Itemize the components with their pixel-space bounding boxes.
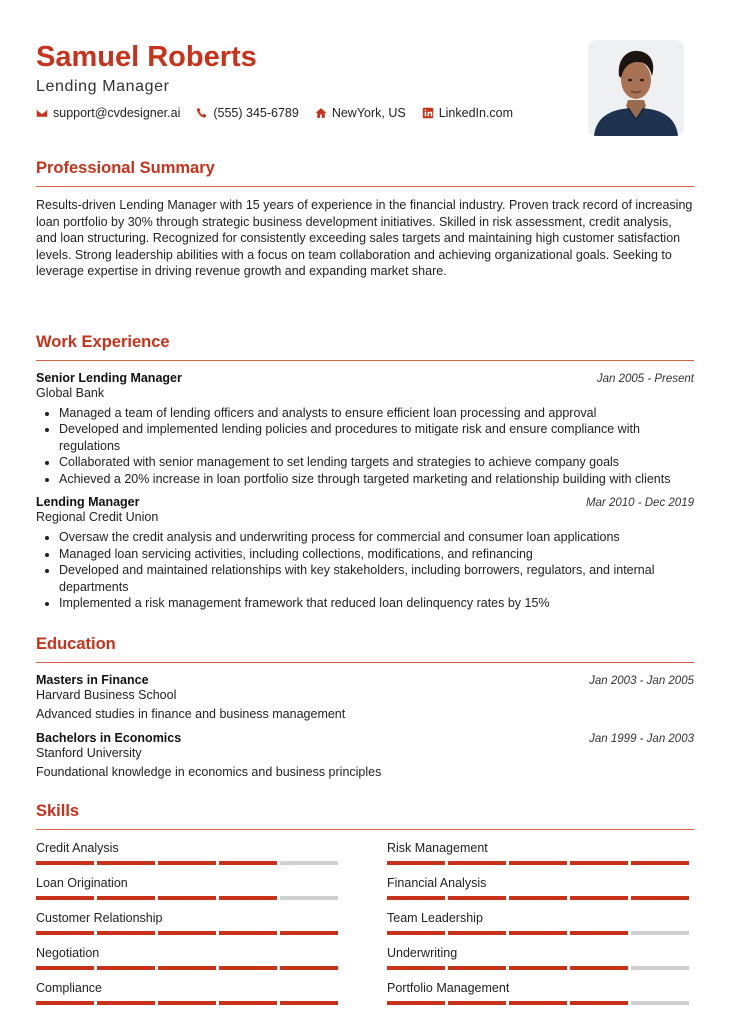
skill-segment-filled <box>387 1001 445 1005</box>
skill-segment-filled <box>36 966 94 970</box>
section-divider <box>36 662 694 663</box>
job-company: Regional Credit Union <box>36 510 159 524</box>
school-name: Stanford University <box>36 745 142 760</box>
skill-name: Financial Analysis <box>387 875 487 890</box>
skill-segment-filled <box>97 896 155 900</box>
skill-level-bar <box>36 896 341 900</box>
skill-segment-filled <box>219 931 277 935</box>
skill-segment-filled <box>387 931 445 935</box>
skill-segment-filled <box>387 896 445 900</box>
skill-segment-filled <box>570 896 628 900</box>
job-title: Senior Lending Manager <box>36 370 182 385</box>
resume-header <box>36 40 694 158</box>
skill-segment-filled <box>280 1001 338 1005</box>
skill-item <box>36 840 341 875</box>
job-entry <box>36 371 694 488</box>
skill-segment-empty <box>631 966 689 970</box>
skill-segment-filled <box>631 896 689 900</box>
skill-level-bar <box>36 861 341 865</box>
job-dates: Mar 2010 - Dec 2019 <box>585 497 694 509</box>
skill-name: Negotiation <box>36 945 100 960</box>
skill-item <box>387 945 692 980</box>
skill-segment-filled <box>509 896 567 900</box>
skill-segment-filled <box>509 931 567 935</box>
skill-level-bar <box>36 931 341 935</box>
profile-photo-image <box>588 40 684 136</box>
skill-segment-filled <box>448 931 506 935</box>
education-description: Advanced studies in finance and business management <box>36 706 346 721</box>
degree-title: Masters in Finance <box>36 672 149 687</box>
skill-name: Loan Origination <box>36 875 128 890</box>
job-bullet: • Implemented a risk management framework that reduced loan delinquency rates by 15% <box>59 595 694 612</box>
section-divider <box>36 829 694 830</box>
job-bullet: • Collaborated with senior management to set lending targets and strategies to achieve company goals <box>59 454 694 471</box>
skill-segment-filled <box>36 896 94 900</box>
education-entry <box>36 673 694 721</box>
job-bullet: • Managed a team of lending officers and analysts to ensure efficient loan processing and approval <box>59 405 694 422</box>
education-header <box>36 731 694 745</box>
job-list <box>36 371 694 612</box>
skill-segment-filled <box>509 966 567 970</box>
skill-item <box>387 840 692 875</box>
skill-level-bar <box>36 1001 341 1005</box>
job-header <box>36 495 694 509</box>
job-bullet: • Developed and implemented lending policies and procedures to mitigate risk and ensure compliance with regulations <box>59 421 694 454</box>
skill-segment-filled <box>158 896 216 900</box>
skill-segment-filled <box>97 1001 155 1005</box>
skill-segment-filled <box>509 1001 567 1005</box>
summary-text: Results-driven Lending Manager with 15 years of experience in the financial industry. Proven track record of increasing loan portfolio by 30% through strategic business development initiatives. Skilled in risk assessment, credit analysis, and loan structuring. Recognized for consistently exceeding sales targets and maintaining high customer satisfaction levels. Strong leadership abilities with a focus on team collaboration and achieving organizational goals. Seeking to leverage expertise in driving revenue growth and expanding market share. <box>36 198 693 278</box>
education-heading: Education <box>36 634 116 653</box>
phone-text: (555) 345-6789 <box>213 106 299 120</box>
skill-segment-filled <box>570 1001 628 1005</box>
job-dates: Jan 2005 - Present <box>596 372 694 385</box>
education-dates: Jan 2003 - Jan 2005 <box>589 674 694 687</box>
degree-title: Bachelors in Economics <box>36 730 182 745</box>
job-bullet: • Achieved a 20% increase in loan portfolio size through targeted marketing and relationship building with clients <box>59 471 694 488</box>
skill-segment-filled <box>570 966 628 970</box>
job-title: Lending Manager <box>36 495 140 509</box>
skill-segment-empty <box>280 896 338 900</box>
skill-segment-filled <box>570 931 628 935</box>
education-description: Foundational knowledge in economics and business principles <box>36 764 382 779</box>
skill-level-bar <box>36 966 341 970</box>
skill-segment-filled <box>219 966 277 970</box>
candidate-name: Samuel Roberts <box>36 41 257 73</box>
skill-segment-filled <box>387 861 445 865</box>
skill-segment-empty <box>280 861 338 865</box>
skill-segment-filled <box>570 861 628 865</box>
job-company: Global Bank <box>36 385 105 400</box>
email-text: support@cvdesigner.ai <box>53 106 181 120</box>
skill-segment-empty <box>631 931 689 935</box>
education-entry <box>36 731 694 779</box>
resume-page <box>36 40 694 1015</box>
contact-email[interactable] <box>36 106 180 120</box>
summary-section <box>36 158 694 280</box>
contact-linkedin[interactable] <box>422 106 513 120</box>
linkedin-text: LinkedIn.com <box>438 106 514 120</box>
envelope-icon <box>36 107 48 119</box>
summary-heading: Professional Summary <box>36 159 215 177</box>
skill-level-bar <box>387 896 692 900</box>
skill-item <box>387 980 692 1015</box>
skill-name: Customer Relationship <box>36 910 163 925</box>
job-bullet: • Developed and maintained relationships with key stakeholders, including borrowers, regulators, and internal departments <box>59 562 694 595</box>
job-bullet: • Managed loan servicing activities, including collections, modifications, and refinancing <box>59 546 694 563</box>
skill-segment-filled <box>97 931 155 935</box>
profile-photo <box>588 40 684 136</box>
job-bullets <box>36 405 694 488</box>
skill-name: Compliance <box>36 980 103 995</box>
skill-segment-filled <box>448 966 506 970</box>
skill-segment-filled <box>36 931 94 935</box>
skill-item <box>36 910 341 945</box>
school-name: Harvard Business School <box>36 687 177 702</box>
skill-segment-filled <box>219 1001 277 1005</box>
linkedin-icon <box>422 107 434 119</box>
skills-section <box>36 801 694 1015</box>
skill-segment-filled <box>36 861 94 865</box>
education-dates: Jan 1999 - Jan 2003 <box>589 732 694 745</box>
skill-segment-filled <box>280 966 338 970</box>
education-list <box>36 673 694 779</box>
job-bullets <box>36 529 694 612</box>
skill-segment-filled <box>448 896 506 900</box>
skills-heading: Skills <box>36 801 80 820</box>
skill-level-bar <box>387 966 692 970</box>
contact-phone[interactable] <box>196 106 298 120</box>
skill-level-bar <box>387 1001 692 1005</box>
skill-name: Underwriting <box>387 945 458 960</box>
education-section <box>36 634 694 779</box>
skill-item <box>387 875 692 910</box>
experience-section <box>36 332 694 612</box>
skill-item <box>387 910 692 945</box>
skill-segment-filled <box>36 1001 94 1005</box>
skill-segment-filled <box>448 1001 506 1005</box>
skill-segment-filled <box>158 931 216 935</box>
experience-heading: Work Experience <box>36 332 170 351</box>
skill-name: Team Leadership <box>387 910 483 925</box>
skill-segment-filled <box>158 966 216 970</box>
contact-location <box>315 106 406 120</box>
skill-segment-filled <box>631 861 689 865</box>
skill-segment-filled <box>448 861 506 865</box>
skill-segment-filled <box>219 896 277 900</box>
skill-segment-filled <box>97 966 155 970</box>
skill-name: Portfolio Management <box>387 980 510 995</box>
skill-segment-filled <box>387 966 445 970</box>
phone-icon <box>196 107 208 119</box>
skill-level-bar <box>387 861 692 865</box>
skill-segment-filled <box>158 1001 216 1005</box>
skill-segment-empty <box>631 1001 689 1005</box>
job-bullet: • Oversaw the credit analysis and underwriting process for commercial and consumer loan applications <box>59 529 694 546</box>
skill-segment-filled <box>97 861 155 865</box>
skill-name: Risk Management <box>387 840 488 855</box>
skill-name: Credit Analysis <box>36 840 119 855</box>
section-divider <box>36 186 694 187</box>
job-entry <box>36 495 694 612</box>
skill-segment-filled <box>280 931 338 935</box>
skill-item <box>36 875 341 910</box>
skills-grid <box>36 840 694 1015</box>
skill-segment-filled <box>158 861 216 865</box>
skill-level-bar <box>387 931 692 935</box>
skill-segment-filled <box>509 861 567 865</box>
education-header <box>36 673 694 687</box>
section-divider <box>36 360 694 361</box>
home-icon <box>315 107 327 119</box>
skill-segment-filled <box>219 861 277 865</box>
job-header <box>36 371 694 385</box>
skill-item <box>36 945 341 980</box>
candidate-title: Lending Manager <box>36 78 170 95</box>
location-text: NewYork, US <box>331 106 406 120</box>
skill-item <box>36 980 341 1015</box>
